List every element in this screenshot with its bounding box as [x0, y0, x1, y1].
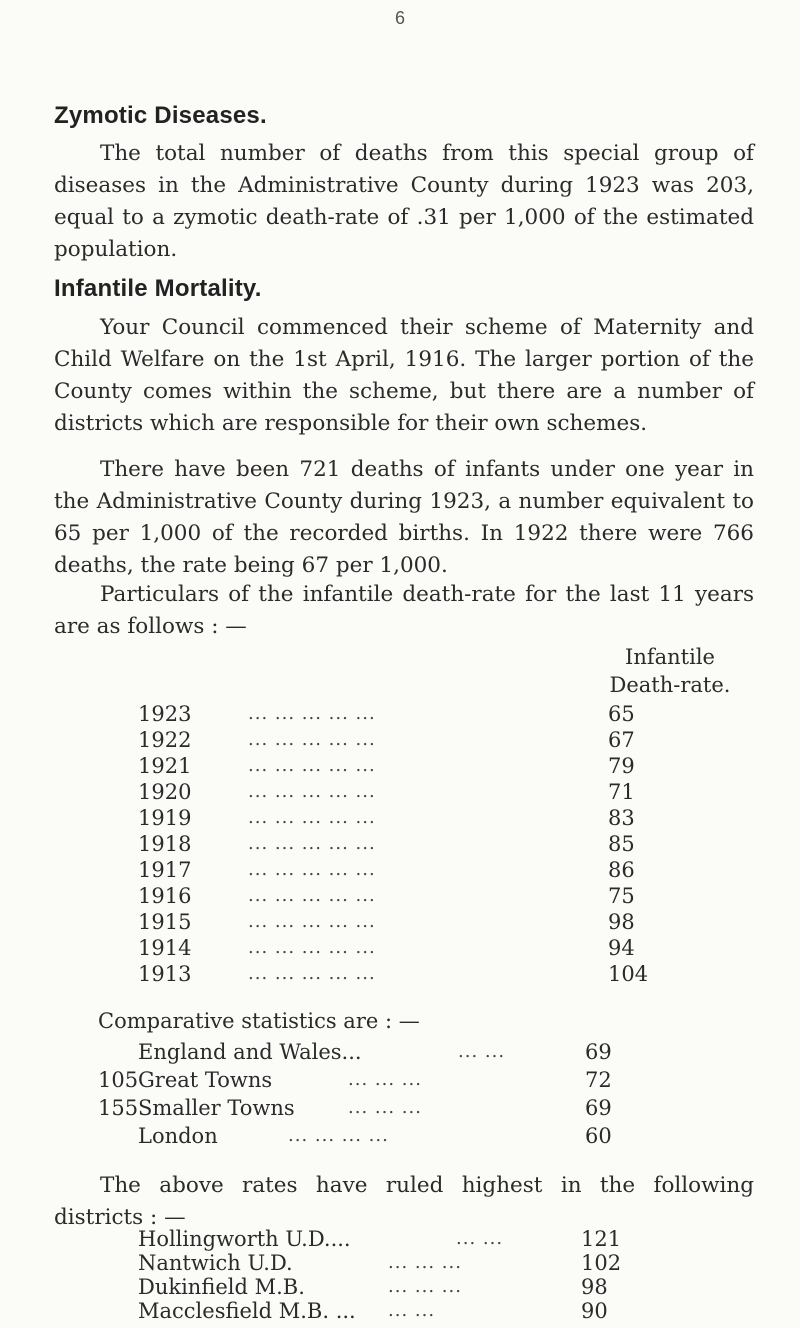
districts-intro: The above rates have ruled highest in the following districts : —: [54, 1173, 754, 1230]
district-value: 121: [581, 1227, 622, 1251]
rate-year: 1917: [138, 858, 192, 882]
infantile-paragraph-1: Your Council commenced their scheme of Maternity and Child Welfare on the 1st April, 1916. The larger portion of the County comes within the scheme, but there are a number of districts which are responsible for their own schemes.: [54, 315, 754, 436]
comparative-row: [98, 1124, 758, 1148]
comparative-row: [98, 1040, 758, 1064]
rate-value: 85: [608, 832, 635, 856]
leader-dots: ... ... ... ... ...: [248, 937, 376, 958]
rate-row: [138, 806, 778, 830]
rate-row: [138, 884, 778, 908]
comparative-value: 72: [585, 1068, 612, 1092]
rate-value: 67: [608, 728, 635, 752]
district-label: Nantwich U.D.: [138, 1251, 293, 1275]
leader-dots: ... ...: [388, 1300, 436, 1321]
comparative-prefix: 105: [98, 1068, 139, 1092]
rate-row: [138, 936, 778, 960]
rate-year: 1922: [138, 728, 192, 752]
rate-value: 86: [608, 858, 635, 882]
district-label: Macclesfield M.B. ...: [138, 1299, 356, 1323]
rate-value: 79: [608, 754, 635, 778]
leader-dots: ... ... ... ... ...: [248, 729, 376, 750]
zymotic-paragraph: The total number of deaths from this special group of diseases in the Administrative County during 1923 was 203, equal to a zymotic death-rate of .31 per 1,000 of the estimated population.: [54, 141, 754, 262]
comparative-label: Great Towns: [138, 1068, 273, 1092]
comparative-label: Smaller Towns: [138, 1096, 295, 1120]
leader-dots: ... ... ... ... ...: [248, 859, 376, 880]
district-row: [138, 1251, 778, 1275]
comparative-heading: [98, 1007, 598, 1035]
rate-year: 1914: [138, 936, 192, 960]
rate-header-line-1: Infantile: [625, 645, 715, 669]
district-row: [138, 1299, 778, 1323]
leader-dots: ... ... ... ... ...: [248, 833, 376, 854]
rate-value: 104: [608, 962, 649, 986]
page-number: 6: [394, 8, 405, 28]
rate-row: [138, 962, 778, 986]
rate-row: [138, 910, 778, 934]
leader-dots: ... ... ... ... ...: [248, 963, 376, 984]
leader-dots: ... ... ... ... ...: [248, 703, 376, 724]
rate-value: 83: [608, 806, 635, 830]
rate-row: [138, 858, 778, 882]
district-value: 102: [581, 1251, 622, 1275]
rate-year: 1919: [138, 806, 192, 830]
district-value: 90: [581, 1299, 608, 1323]
rate-row: [138, 728, 778, 752]
district-row: [138, 1227, 778, 1251]
leader-dots: ... ... ... ... ...: [248, 755, 376, 776]
rate-year: 1916: [138, 884, 192, 908]
rate-year: 1923: [138, 702, 192, 726]
comparative-row: [98, 1096, 758, 1120]
leader-dots: ... ... ... ... ...: [248, 911, 376, 932]
rate-year: 1920: [138, 780, 192, 804]
rate-row: [138, 702, 778, 726]
leader-dots: ... ... ...: [348, 1097, 422, 1118]
rate-row: [138, 754, 778, 778]
district-label: Hollingworth U.D....: [138, 1227, 351, 1251]
leader-dots: ... ...: [456, 1228, 504, 1249]
infantile-paragraph-3: Particulars of the infantile death-rate for the last 11 years are as follows : —: [54, 582, 754, 639]
leader-dots: ... ... ... ...: [288, 1125, 389, 1146]
rate-header-line-2: Death-rate.: [609, 673, 731, 697]
rate-row: [138, 832, 778, 856]
rate-table-header: [570, 643, 770, 699]
leader-dots: ... ... ... ... ...: [248, 885, 376, 906]
comparative-label: London: [138, 1124, 218, 1148]
rate-value: 98: [608, 910, 635, 934]
leader-dots: ... ... ...: [388, 1252, 462, 1273]
rate-year: 1915: [138, 910, 192, 934]
comparative-value: 60: [585, 1124, 612, 1148]
leader-dots: ... ...: [458, 1041, 506, 1062]
comparative-row: [98, 1068, 758, 1092]
rate-year: 1913: [138, 962, 192, 986]
leader-dots: ... ... ... ... ...: [248, 807, 376, 828]
rate-year: 1921: [138, 754, 192, 778]
infantile-heading: Infantile Mortality.: [54, 275, 262, 302]
comparative-prefix: 155: [98, 1096, 139, 1120]
rate-value: 65: [608, 702, 635, 726]
district-label: Dukinfield M.B.: [138, 1275, 305, 1299]
rate-year: 1918: [138, 832, 192, 856]
comparative-label: England and Wales...: [138, 1040, 362, 1064]
infantile-paragraph-2: There have been 721 deaths of infants under one year in the Administrative County during 1923, a number equivalent to 65 per 1,000 of the recorded births. In 1922 there were 766 deaths, the rate being 67 per 1,000.: [54, 457, 754, 578]
rate-value: 71: [608, 780, 635, 804]
rate-row: [138, 780, 778, 804]
zymotic-heading: Zymotic Diseases.: [54, 102, 267, 129]
leader-dots: ... ... ...: [348, 1069, 422, 1090]
rate-value: 94: [608, 936, 635, 960]
comparative-heading-text: Comparative statistics are : —: [98, 1009, 420, 1033]
rate-value: 75: [608, 884, 635, 908]
district-row: [138, 1275, 778, 1299]
comparative-value: 69: [585, 1040, 612, 1064]
leader-dots: ... ... ...: [388, 1276, 462, 1297]
leader-dots: ... ... ... ... ...: [248, 781, 376, 802]
comparative-value: 69: [585, 1096, 612, 1120]
district-value: 98: [581, 1275, 608, 1299]
